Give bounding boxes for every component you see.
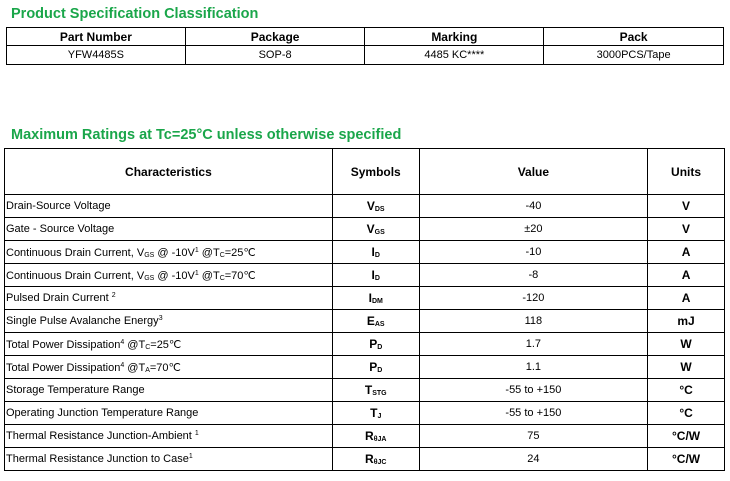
characteristic-cell: [5, 425, 333, 448]
symbol-subscript: θJA: [373, 436, 387, 443]
characteristic-text: Continuous Drain Current, V: [6, 246, 145, 259]
symbol-cell: [332, 356, 419, 379]
ratings-row: [5, 264, 725, 287]
ratings-header: Symbols: [332, 149, 419, 195]
symbol-cell: [332, 241, 419, 264]
characteristic-text: =25℃: [224, 246, 256, 259]
characteristic-text: =25℃: [150, 338, 182, 351]
ratings-row: [5, 287, 725, 310]
characteristic-cell: [5, 218, 333, 241]
spec-header: Package: [185, 28, 365, 46]
characteristic-subscript: A: [145, 366, 150, 374]
characteristic-subscript: GS: [144, 251, 155, 259]
symbol-subscript: DS: [374, 206, 385, 213]
symbol-main: T: [364, 383, 373, 397]
characteristic-text: @T: [124, 338, 146, 351]
symbol-main: I: [371, 268, 375, 282]
symbol-main: R: [365, 429, 374, 443]
value-cell: -8: [419, 264, 647, 287]
characteristic-subscript: GS: [144, 274, 155, 282]
unit-cell: W: [648, 356, 725, 379]
characteristic-subscript: C: [219, 251, 225, 259]
ratings-row: [5, 195, 725, 218]
characteristic-cell: [5, 448, 333, 471]
characteristic-text: @T: [198, 269, 220, 282]
symbol-subscript: D: [377, 367, 383, 374]
symbol-cell: [332, 195, 419, 218]
characteristic-text: Storage Temperature Range: [6, 384, 145, 396]
footnote-marker: 2: [111, 292, 116, 299]
value-cell: 1.7: [419, 333, 647, 356]
characteristic-cell: [5, 241, 333, 264]
footnote-marker: 1: [194, 269, 199, 277]
value-cell: 1.1: [419, 356, 647, 379]
footnote-marker: 1: [188, 453, 193, 460]
spec-cell: SOP-8: [185, 46, 365, 65]
characteristic-text: =70℃: [224, 269, 256, 282]
characteristic-text: Pulsed Drain Current: [6, 292, 112, 304]
symbol-cell: [332, 310, 419, 333]
unit-cell: A: [648, 264, 725, 287]
unit-cell: °C/W: [648, 448, 725, 471]
ratings-row: [5, 333, 725, 356]
ratings-section-title: Maximum Ratings at Tc=25°C unless otherwise specified: [11, 127, 402, 143]
ratings-row: [5, 218, 725, 241]
footnote-marker: 4: [120, 361, 125, 369]
symbol-subscript: STG: [372, 390, 387, 397]
value-cell: -120: [419, 287, 647, 310]
symbol-cell: [332, 218, 419, 241]
value-cell: -40: [419, 195, 647, 218]
characteristic-cell: [5, 195, 333, 218]
characteristic-text: @ -10V: [154, 246, 195, 259]
unit-cell: °C: [648, 379, 725, 402]
characteristic-cell: [5, 310, 333, 333]
unit-cell: V: [648, 195, 725, 218]
characteristic-text: @T: [198, 246, 220, 259]
value-cell: -10: [419, 241, 647, 264]
characteristic-text: Total Power Dissipation: [6, 361, 121, 374]
spec-cell: YFW4485S: [7, 46, 186, 65]
symbol-subscript: D: [377, 344, 383, 351]
characteristic-subscript: C: [219, 274, 225, 282]
symbol-cell: [332, 333, 419, 356]
characteristic-text: @ -10V: [154, 269, 195, 282]
spec-header: Marking: [365, 28, 544, 46]
spec-header: Pack: [544, 28, 724, 46]
value-cell: 118: [419, 310, 647, 333]
ratings-row: [5, 241, 725, 264]
symbol-main: P: [369, 337, 378, 351]
footnote-marker: 4: [120, 338, 125, 346]
unit-cell: mJ: [648, 310, 725, 333]
ratings-row: [5, 402, 725, 425]
ratings-header-row: [5, 149, 725, 195]
spec-cell: 3000PCS/Tape: [544, 46, 724, 65]
spec-table: [6, 27, 724, 65]
ratings-row: [5, 448, 725, 471]
ratings-header: Units: [648, 149, 725, 195]
footnote-marker: 1: [194, 246, 199, 254]
symbol-subscript: DM: [371, 298, 383, 305]
value-cell: 24: [419, 448, 647, 471]
characteristic-text: Continuous Drain Current, V: [6, 269, 145, 282]
unit-cell: °C: [648, 402, 725, 425]
symbol-subscript: θJC: [373, 459, 387, 466]
symbol-subscript: GS: [374, 229, 385, 236]
ratings-row: [5, 425, 725, 448]
characteristic-text: @T: [124, 361, 146, 374]
characteristic-text: =70℃: [149, 361, 181, 374]
characteristic-subscript: C: [145, 343, 151, 351]
characteristic-text: Drain-Source Voltage: [6, 200, 111, 212]
ratings-table: [4, 148, 725, 471]
footnote-marker: 1: [194, 430, 199, 437]
symbol-subscript: D: [374, 275, 380, 282]
unit-cell: °C/W: [648, 425, 725, 448]
ratings-header: Characteristics: [5, 149, 333, 195]
ratings-row: [5, 379, 725, 402]
spec-row: [7, 46, 724, 65]
symbol-main: P: [369, 360, 378, 374]
spec-header-row: [7, 28, 724, 46]
symbol-subscript: AS: [374, 321, 385, 328]
symbol-cell: [332, 448, 419, 471]
symbol-cell: [332, 379, 419, 402]
spec-cell: 4485 KC****: [365, 46, 544, 65]
symbol-main: V: [366, 199, 375, 213]
symbol-cell: [332, 264, 419, 287]
value-cell: ±20: [419, 218, 647, 241]
characteristic-text: Thermal Resistance Junction-Ambient: [6, 430, 195, 442]
symbol-main: E: [366, 314, 375, 328]
symbol-subscript: J: [377, 413, 382, 420]
characteristic-text: Gate - Source Voltage: [6, 223, 115, 235]
value-cell: -55 to +150: [419, 379, 647, 402]
spec-section-title: Product Specification Classification: [11, 6, 259, 22]
symbol-subscript: D: [374, 252, 380, 259]
symbol-main: T: [370, 406, 378, 420]
characteristic-cell: [5, 333, 333, 356]
symbol-main: R: [365, 452, 374, 466]
characteristic-cell: [5, 287, 333, 310]
symbol-main: I: [371, 245, 375, 259]
value-cell: 75: [419, 425, 647, 448]
footnote-marker: 3: [158, 315, 163, 322]
ratings-row: [5, 356, 725, 379]
symbol-main: V: [366, 222, 375, 236]
characteristic-text: Thermal Resistance Junction to Case: [6, 453, 189, 465]
unit-cell: A: [648, 287, 725, 310]
unit-cell: A: [648, 241, 725, 264]
characteristic-cell: [5, 402, 333, 425]
unit-cell: V: [648, 218, 725, 241]
value-cell: -55 to +150: [419, 402, 647, 425]
characteristic-text: Single Pulse Avalanche Energy: [6, 315, 159, 327]
ratings-row: [5, 310, 725, 333]
spec-header: Part Number: [7, 28, 186, 46]
characteristic-cell: [5, 264, 333, 287]
characteristic-cell: [5, 356, 333, 379]
symbol-main: I: [368, 291, 372, 305]
symbol-cell: [332, 425, 419, 448]
symbol-cell: [332, 287, 419, 310]
characteristic-text: Operating Junction Temperature Range: [6, 407, 199, 419]
symbol-cell: [332, 402, 419, 425]
ratings-header: Value: [419, 149, 647, 195]
characteristic-text: Total Power Dissipation: [6, 338, 121, 351]
characteristic-cell: [5, 379, 333, 402]
unit-cell: W: [648, 333, 725, 356]
